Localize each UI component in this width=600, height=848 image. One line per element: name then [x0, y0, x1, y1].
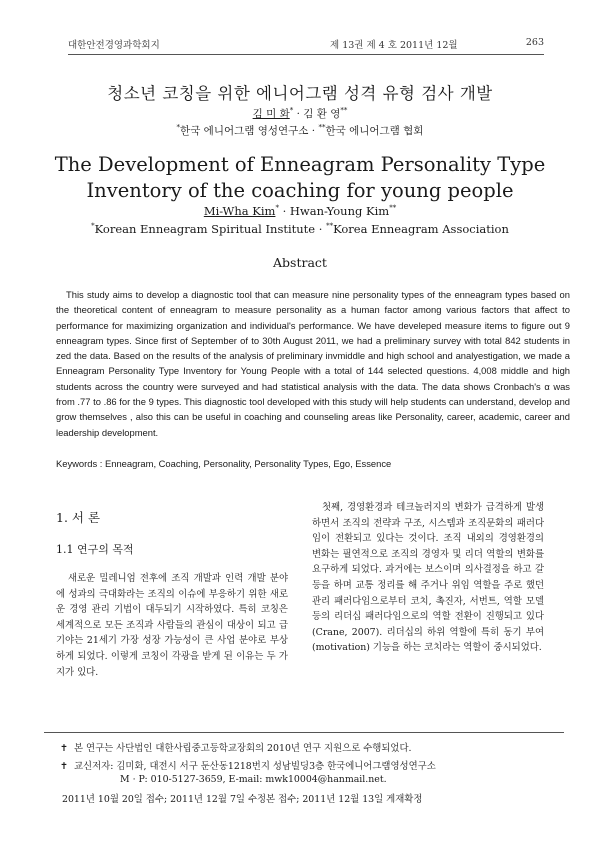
english-affiliation: [0, 222, 600, 236]
aff-separator: ·: [308, 125, 319, 137]
author-separator-en: ·: [278, 204, 290, 218]
aff-1-en: Korean Enneagram Spiritual Institute: [94, 222, 316, 236]
author-1-ko-mark: *: [289, 106, 294, 115]
author-2-ko-mark: **: [340, 106, 348, 115]
author-1-en: Mi-Wha Kim: [203, 204, 276, 218]
header-rule: [68, 54, 544, 55]
author-2-en-mark: **: [389, 204, 397, 213]
footnote-rule: [44, 732, 564, 733]
aff-2-en-mark: **: [326, 222, 334, 231]
english-authors: [0, 204, 600, 218]
page-number: 263: [525, 37, 544, 48]
issue-info: 제 13권 제 4 호 2011년 12월: [330, 40, 458, 51]
section-1-title: 1. 서 론: [56, 510, 101, 525]
author-2-ko: 김 환 영: [303, 108, 341, 120]
aff-separator-en: ·: [315, 222, 327, 236]
korean-affiliation: [0, 123, 600, 138]
english-title: The Development of Enneagram Personality Type Inventory of the coaching for young people: [54, 153, 546, 202]
korean-title: 청소년 코칭을 위한 에니어그램 성격 유형 검사 개발: [107, 84, 493, 103]
footnote-contact: M · P: 010-5127-3659, E-mail: mwk10004@hanmail.net.: [120, 774, 387, 785]
aff-1-en-mark: *: [91, 222, 95, 231]
author-separator: ·: [293, 108, 304, 120]
aff-1-ko-mark: *: [176, 123, 181, 132]
aff-1-ko: 한국 에니어그램 영성연구소: [180, 125, 309, 137]
dagger-mark: ✝: [60, 761, 68, 772]
aff-2-en: Korea Enneagram Association: [333, 222, 509, 236]
footnote-corresponding: [60, 758, 560, 772]
author-2-en: Hwan-Young Kim: [289, 204, 390, 218]
subsection-1-1-title: 1.1 연구의 목적: [56, 543, 134, 556]
footnote-corresponding-text: 교신저자: 김미화, 대전시 서구 둔산동1218번지 성남빌딩3층 한국에니어그램영성연구소: [74, 761, 436, 772]
author-1-ko: 김 미 화: [252, 108, 290, 120]
aff-2-ko: 한국 에니어그램 협회: [325, 125, 424, 137]
abstract-text: This study aims to develop a diagnostic tool that can measure nine personality types of the enneagram types based on the theoretical content of enneagram to measure personality as a human factor among various factors that affect to performance for maximizing organization and individual's performance. We have develeped measure items to figure out 9 enneagram types. Since first of September of to 30th August 2011, we had a preliminary survey with total 842 students in zed the data. Based on the results of the analysis of preliminary invmiddle and high school and analyestigation, we made a Enneagram Personality Type Inventory for Young People with a total of 144 selected questions. 4,008 middle and high students across the country were surveyed and had statistical analysis with the data. The data shows Cronbach's α was from .77 to .86 for the 9 types. This diagnostic tool developed with this study will help students can understand, develop and grow themselves , also this can be useful in coaching and counseling areas like Personality, career, academic, career and leadership development.: [56, 289, 570, 438]
right-column-paragraph: 첫째, 경영환경과 테크놀러지의 변화가 급격하게 발생하면서 조직의 전략과 구조, 시스템과 조직문화의 패러다임이 전환되고 있다는 것이다. 조직 내외의 경영환경의 변화는 필연적으로 조직의 경영자 및 리더 역할의 변화를 요구하게 되었다. 과거에는 보스이며 의사결정을 하고 갈등을 하며 교통 정리를 해 주거나 위임 역할을 주로 했던 관리 패러다임으로부터 코치, 촉진자, 서번트, 역할 모델 등의 리더십 패러다임으로의 역할 전환이 진행되고 있다(Crane, 2007). 리더십의 하위 역할에 특히 동기 부여(motivation) 기능을 하는 코치라는 역할이 중시되었다.: [312, 502, 544, 654]
left-column-paragraph: 새로운 밀레니엄 전후에 조직 개발과 인력 개발 분야에 성과의 극대화라는 조직의 이슈에 부응하기 위한 새로운 경영 관리 기법이 대두되기 시작하였다. 특히 코칭은 세계적으로 모든 조직과 사람들의 관심이 대상이 되고 급기야는 21세기 가장 성장 가능성이 큰 사업 분야로 부상하게 되었다. 이렇게 코칭이 각광을 받게 된 이유는 두 가지가 있다.: [56, 573, 288, 678]
journal-name: 대한안전경영과학회지: [68, 40, 160, 51]
dagger-mark: ✝: [60, 743, 68, 754]
aff-2-ko-mark: **: [318, 123, 326, 132]
author-1-en-mark: *: [275, 204, 279, 213]
keywords: Keywords : Enneagram, Coaching, Personality, Personality Types, Ego, Essence: [56, 458, 392, 469]
submission-dates: 2011년 10월 20일 접수; 2011년 12월 7일 수정본 접수; 2011년 12월 13일 게재확정: [62, 794, 423, 805]
footnote-funding: [60, 740, 560, 754]
abstract-heading: Abstract: [273, 255, 327, 270]
footnote-funding-text: 본 연구는 사단법인 대한사립중고등학교장회의 2010년 연구 지원으로 수행되었다.: [74, 743, 412, 754]
korean-authors: [0, 106, 600, 121]
